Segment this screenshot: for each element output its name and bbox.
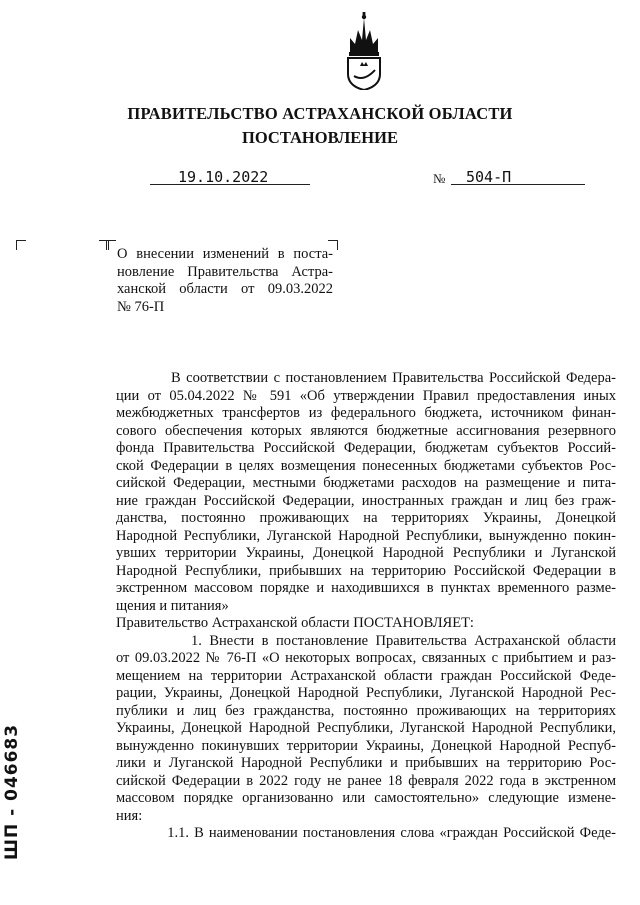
body-line: массовом порядке организованно или самостоятельно» следующие измене- bbox=[116, 790, 616, 806]
document-subject bbox=[117, 246, 333, 316]
body-line: Народной Республики, прибывших на территорию Российской Федерации в bbox=[116, 562, 616, 579]
corner-mark bbox=[106, 240, 116, 250]
subject-line: № 76-П bbox=[117, 298, 165, 315]
body-line: 1.1. В наименовании постановления слова «граждан Российской Феде- bbox=[116, 825, 616, 841]
number-underline bbox=[451, 184, 585, 185]
body-line: данства, постоянно проживающих на территориях Украины, Донецкой bbox=[116, 510, 616, 526]
government-title: ПРАВИТЕЛЬСТВО АСТРАХАНСКОЙ ОБЛАСТИ bbox=[127, 104, 513, 123]
number-sign: № bbox=[433, 171, 446, 186]
coat-of-arms-emblem bbox=[340, 10, 388, 90]
body-line: вынужденно покинувших территории Украины, Донецкой Народной Респуб- bbox=[116, 737, 616, 754]
body-line: Украины, Донецкой Народной Республики, Луганской Народной Республики, bbox=[116, 720, 616, 736]
document-type-title: ПОСТАНОВЛЕНИЕ bbox=[242, 128, 398, 147]
body-line: щения и питания» bbox=[116, 597, 229, 614]
body-line: ской Федерации в целях возмещения понесенных бюджетами субъектов Рос- bbox=[116, 457, 616, 474]
date-underline bbox=[150, 184, 310, 185]
body-line: сийской Федерации, местными бюджетами расходов на размещение и пита- bbox=[116, 475, 616, 491]
body-line: 1. Внести в постановление Правительства Астраханской области bbox=[116, 632, 616, 649]
body-line: ние граждан Российской Федерации, иностранных граждан и лиц без граж- bbox=[116, 492, 616, 509]
body-line: рации, Украины, Донецкой Народной Республики, Луганской Народной Рес- bbox=[116, 685, 616, 701]
body-line: Правительство Астраханской области ПОСТАНОВЛЯЕТ: bbox=[116, 615, 474, 631]
registration-stamp: ШП - 046683 bbox=[2, 723, 22, 860]
document-date: 19.10.2022 bbox=[178, 168, 269, 186]
body-line: ния: bbox=[116, 807, 143, 824]
body-line: Народной Республики, Луганской Народной Республики, вынужденно покин- bbox=[116, 527, 616, 544]
body-line: сового обеспечения которых являются бюджетные ассигнования резервного bbox=[116, 422, 616, 439]
body-line: лики и Луганской Народной Республики и прибывших на территорию Рос- bbox=[116, 755, 616, 771]
subject-line: новление Правительства Астра- bbox=[117, 263, 333, 280]
body-line: от 09.03.2022 № 76-П «О некоторых вопросах, связанных с прибытием и раз- bbox=[116, 650, 616, 666]
body-line: экстренном массовом порядке и находившихся в пунктах временного разме- bbox=[116, 580, 616, 596]
body-line: В соответствии с постановлением Правительства Российской Федера- bbox=[116, 370, 616, 386]
subject-line: О внесении изменений в поста- bbox=[117, 246, 333, 262]
document-number: 504-П bbox=[466, 168, 512, 186]
corner-mark bbox=[16, 240, 26, 250]
body-line: межбюджетных трансфертов из федерального бюджета, источником финан- bbox=[116, 405, 616, 421]
subject-line: ханской области от 09.03.2022 bbox=[117, 281, 333, 297]
body-line: ции от 05.04.2022 № 591 «Об утверждении Правил предоставления иных bbox=[116, 387, 616, 404]
body-line: фонда Правительства Российской Федерации, бюджетам субъектов Россий- bbox=[116, 440, 616, 456]
document-body bbox=[116, 370, 616, 843]
body-line: мещением на территории Астраханской области граждан Российской Феде- bbox=[116, 667, 616, 684]
body-line: увших территории Украины, Донецкой Народной Республики и Луганской bbox=[116, 545, 616, 561]
body-line: сийской Федерации в 2022 году не ранее 18 февраля 2022 года в экстренном bbox=[116, 772, 616, 789]
body-line: публики и лиц без гражданства, постоянно проживающих на территориях bbox=[116, 702, 616, 719]
